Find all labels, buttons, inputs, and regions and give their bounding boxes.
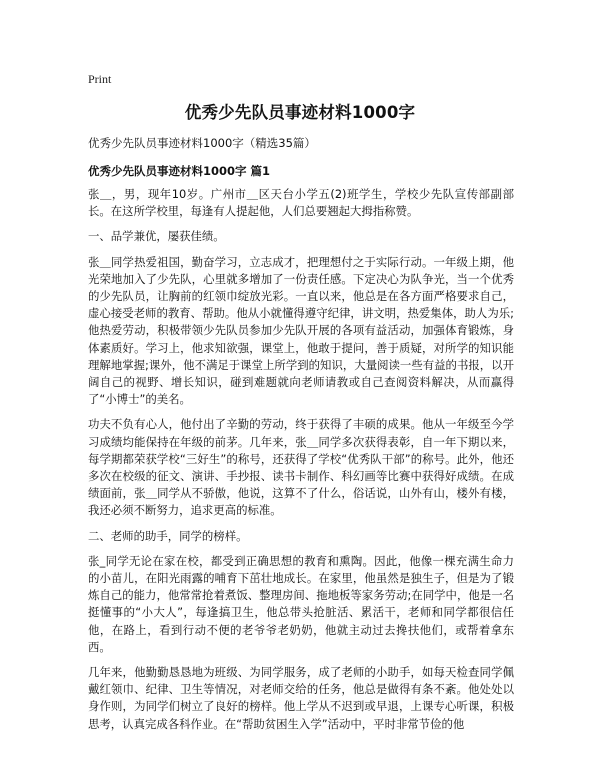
paragraph-helper: 张_同学无论在家在校，都受到正确思想的教育和熏陶。因此，他像一棵充满生命力的小苗儿，在阳光雨露的哺育下茁壮地成长。在家里，他虽然是独生子，但是为了锻炼自己的能力，他常常抢着煮饭、整理房间、拖地板等家务劳动;在同学中，他是一名挺懂事的“小大人”，每逢搞卫生，他总带头抢脏活、累活干，老师和同学都很信任他，在路上，看到行动不便的老爷爷老奶奶，他就主动过去搀扶他们，或帮着拿东西。	[88, 553, 514, 654]
subheading-2: 二、老师的助手，同学的榜样。	[88, 528, 248, 543]
subheading-1: 一、品学兼优，屡获佳绩。	[88, 229, 225, 244]
section-heading: 优秀少先队员事迹材料1000字 篇1	[88, 164, 271, 178]
document-body	[88, 186, 514, 741]
print-link[interactable]: Print	[88, 72, 112, 86]
paragraph-intro: 张＿，男，现年10岁。广州市＿区天台小学五(2)班学生，学校少先队宣传部副部长。在这所学校里，每逢有人提起他，人们总要翘起大拇指称赞。	[88, 187, 514, 219]
paragraph-service: 几年来，他勤勤恳恳地为班级、为同学服务，成了老师的小助手，如每天检查同学佩戴红领巾、纪律、卫生等情况，对老师交给的任务，他总是做得有条不紊。他处处以身作则，为同学们树立了良好的榜样。他上学从不迟到或早退，上课专心听课，积极思考，认真完成各科作业。在“帮助贫困生入学”活动中，平时非常节俭的他	[88, 665, 514, 731]
document-subtitle: 优秀少先队员事迹材料1000字（精选35篇）	[88, 136, 316, 150]
paragraph-achievements: 功夫不负有心人，他付出了辛勤的劳动，终于获得了丰硕的成果。他从一年级至今学习成绩均能保持在年级的前茅。几年来，张＿同学多次获得表彰，自一年下期以来，每学期都荣获学校“三好生”的称号，还获得了学校“优秀队干部”的称号。此外，他还多次在校级的征文、演讲、手抄报、读书卡制作、科幻画等比赛中获得好成绩。在成绩面前，张＿同学从不骄傲，他说，这算不了什么，俗话说，山外有山，楼外有楼，我还必须不断努力，追求更高的标准。	[88, 417, 514, 518]
paragraph-study: 张＿同学热爱祖国，勤奋学习，立志成才，把理想付之于实际行动。一年级上期，他光荣地加入了少先队，心里就多增加了一份责任感。下定决心为队争光，当一个优秀的少先队员，让胸前的红领巾绽放光彩。一直以来，他总是在各方面严格要求自己，虚心接受老师的教育、帮助。他从小就懂得遵守纪律，讲文明，热爱集体，助人为乐;他热爱劳动，积极带领少先队员参加少先队开展的各项有益活动，加强体育锻炼，身体素质好。学习上，他求知欲强，课堂上，他敢于提问，善于质疑，对所学的知识能理解地掌握;课外，他不满足于课堂上所学到的知识，大量阅读一些有益的书报，以开阔自己的视野、增长知识，碰到难题就向老师请教或自己查阅资料解决，从而赢得了“小博士”的美名。	[88, 254, 514, 407]
document-title: 优秀少先队员事迹材料1000字	[184, 103, 416, 122]
